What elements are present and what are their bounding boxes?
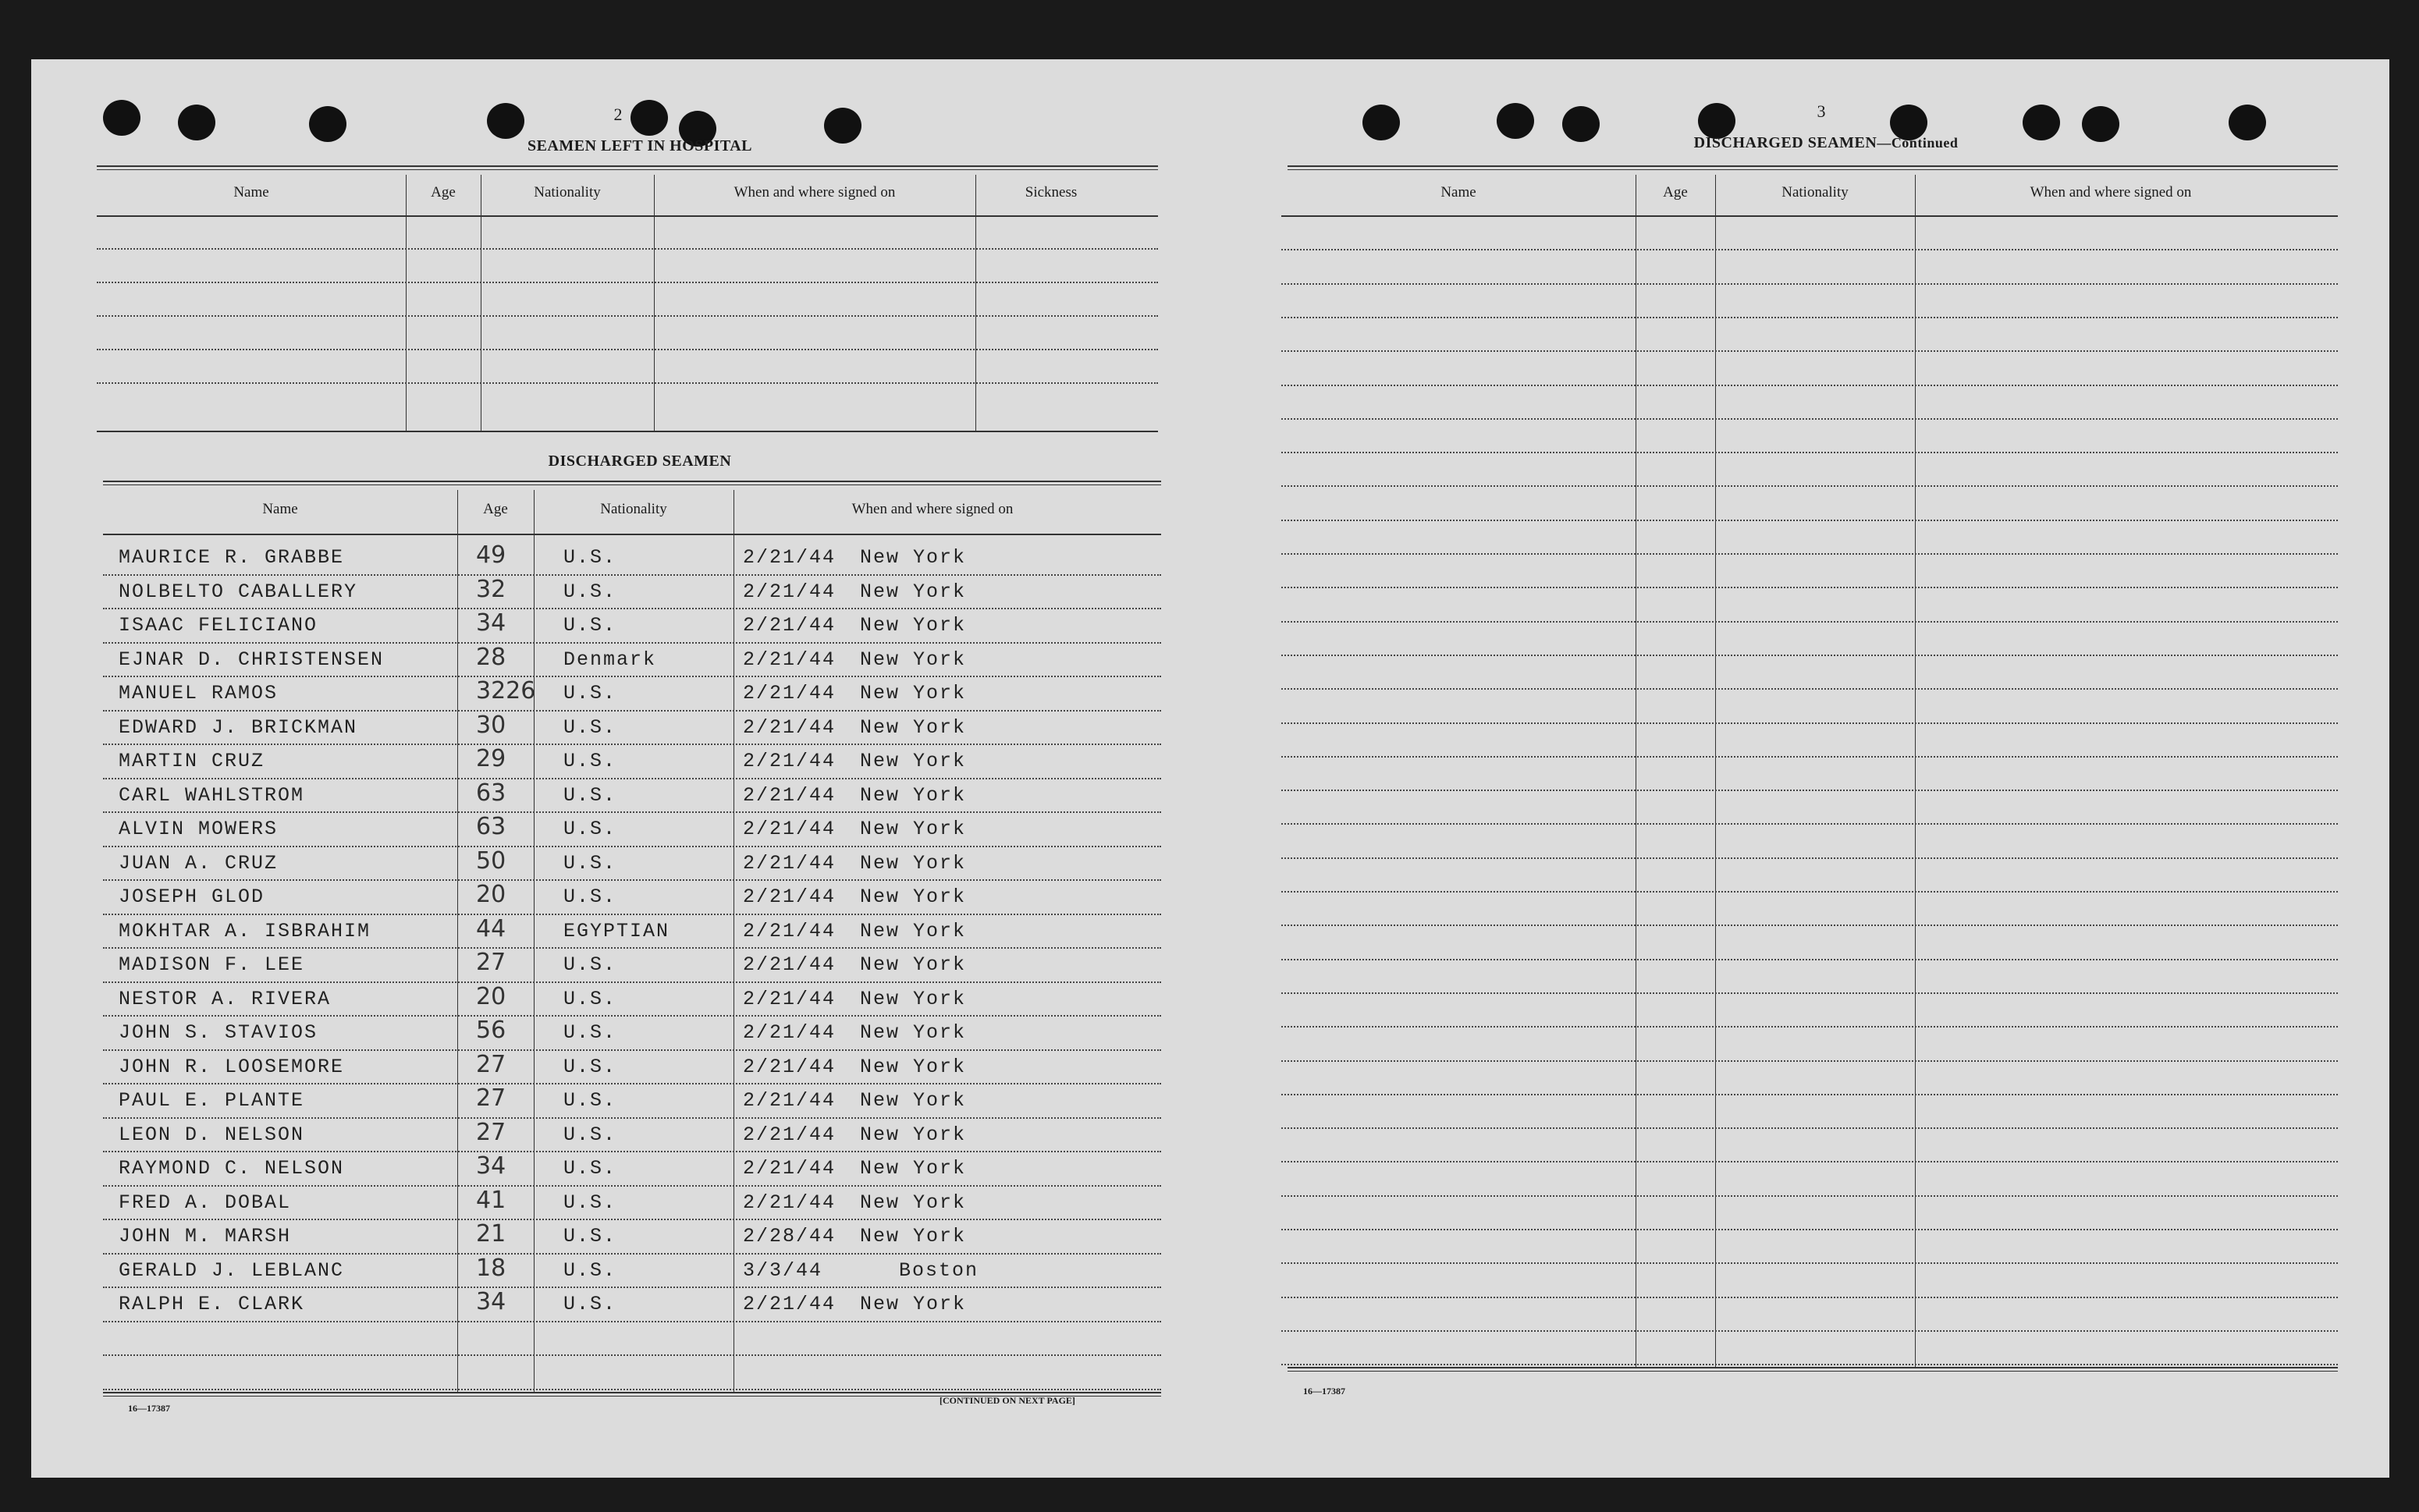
right-col-header: Age	[1663, 184, 1688, 201]
form-number-right: 16—17387	[1303, 1386, 1345, 1397]
right-row-line	[1281, 1330, 2338, 1332]
discharged-row-line	[103, 846, 1161, 847]
hospital-row-line	[97, 282, 1158, 283]
right-row-line	[1281, 1026, 2338, 1028]
discharged-col-divider	[534, 490, 535, 1392]
hospital-col-header: Sickness	[1025, 184, 1078, 201]
seaman-name: MARTIN CRUZ	[119, 750, 265, 772]
hospital-bottom-rule	[97, 431, 1158, 432]
seaman-nationality: U.S.	[563, 1157, 617, 1180]
seaman-age: 32	[476, 575, 506, 603]
seaman-name: NOLBELTO CABALLERY	[119, 580, 358, 603]
discharged-row-line	[103, 642, 1161, 644]
discharged-row-line	[103, 1083, 1161, 1084]
discharged-top-rule	[103, 481, 1161, 485]
right-row-line	[1281, 485, 2338, 487]
continued-note: [CONTINUED ON NEXT PAGE]	[940, 1395, 1075, 1406]
seaman-nationality: U.S.	[563, 1191, 617, 1214]
signed-on-date: 2/21/44	[743, 953, 837, 976]
signed-on-place: New York	[860, 1021, 967, 1044]
right-col-divider	[1915, 175, 1916, 1367]
seaman-nationality: U.S.	[563, 1258, 617, 1282]
seaman-nationality: U.S.	[563, 614, 617, 637]
hospital-row-line	[97, 382, 1158, 384]
seaman-age: 63	[476, 813, 506, 840]
right-bottom-rule	[1288, 1367, 2338, 1372]
hospital-section-title: SEAMEN LEFT IN HOSPITAL	[527, 137, 753, 154]
right-row-line	[1281, 1127, 2338, 1129]
discharged-row-line	[103, 1185, 1161, 1187]
signed-on-date: 2/21/44	[743, 715, 837, 739]
discharged-row-line	[103, 1354, 1161, 1356]
discharged-col-header: Age	[483, 501, 508, 517]
right-row-line	[1281, 1195, 2338, 1197]
right-row-line	[1281, 1229, 2338, 1230]
signed-on-place: New York	[860, 682, 967, 705]
seaman-nationality: U.S.	[563, 546, 617, 569]
discharged-row-line	[103, 1287, 1161, 1288]
seaman-nationality: U.S.	[563, 1089, 617, 1112]
seaman-nationality: U.S.	[563, 1293, 617, 1315]
seaman-age: 44	[476, 914, 506, 942]
hospital-row-line	[97, 315, 1158, 317]
ledger-sheet	[31, 59, 2389, 1478]
seaman-nationality: U.S.	[563, 1123, 617, 1146]
right-row-line	[1281, 857, 2338, 859]
discharged-row-line	[103, 811, 1161, 813]
signed-on-place: New York	[860, 1191, 967, 1214]
right-row-line	[1281, 790, 2338, 791]
seaman-nationality: U.S.	[563, 851, 617, 875]
seaman-name: MANUEL RAMOS	[119, 682, 279, 705]
seaman-name: EDWARD J. BRICKMAN	[119, 715, 358, 739]
seaman-age: 20	[476, 982, 506, 1010]
signed-on-place: New York	[860, 750, 967, 772]
discharged-row-line	[103, 1015, 1161, 1017]
seaman-age: 56	[476, 1017, 506, 1044]
signed-on-place: New York	[860, 1089, 967, 1112]
continued-section-title	[1623, 134, 2029, 152]
right-row-line	[1281, 1297, 2338, 1298]
signed-on-place: Boston	[899, 1258, 979, 1282]
hospital-col-divider	[406, 175, 407, 431]
seaman-age: 63	[476, 779, 506, 807]
hospital-header-rule	[97, 215, 1158, 217]
signed-on-place: New York	[860, 1293, 967, 1315]
punch-hole	[2229, 105, 2266, 140]
discharged-row-line	[103, 676, 1161, 677]
seaman-name: JOSEPH GLOD	[119, 886, 265, 908]
right-row-line	[1281, 891, 2338, 893]
seaman-nationality: U.S.	[563, 987, 617, 1010]
hospital-col-header: Name	[233, 184, 269, 201]
signed-on-place: New York	[860, 715, 967, 739]
punch-hole	[1362, 105, 1400, 140]
signed-on-date: 2/21/44	[743, 1021, 837, 1044]
seaman-age: 30	[476, 711, 506, 739]
right-col-header: Nationality	[1781, 184, 1849, 201]
discharged-row-line	[103, 914, 1161, 915]
seaman-age: 21	[476, 1220, 506, 1248]
seaman-age: 50	[476, 847, 506, 875]
signed-on-date: 2/21/44	[743, 987, 837, 1010]
discharged-row-line	[103, 574, 1161, 576]
signed-on-date: 2/21/44	[743, 818, 837, 840]
continued-title-suffix: —Continued	[1877, 135, 1959, 151]
punch-hole	[824, 108, 861, 144]
discharged-col-header: Name	[262, 501, 298, 517]
right-row-line	[1281, 317, 2338, 318]
signed-on-date: 2/21/44	[743, 682, 837, 705]
right-row-line	[1281, 722, 2338, 724]
signed-on-place: New York	[860, 580, 967, 603]
hospital-row-line	[97, 349, 1158, 350]
seaman-age: 27	[476, 1084, 506, 1112]
seaman-name: CARL WAHLSTROM	[119, 783, 305, 807]
seaman-nationality: U.S.	[563, 682, 617, 705]
right-row-line	[1281, 418, 2338, 420]
form-number-left: 16—17387	[128, 1403, 170, 1414]
discharged-row-line	[103, 744, 1161, 745]
hospital-row-line	[97, 248, 1158, 250]
seaman-age: 41	[476, 1186, 506, 1214]
hospital-col-divider	[654, 175, 655, 431]
page-number-left: 2	[613, 105, 623, 124]
signed-on-place: New York	[860, 1055, 967, 1078]
seaman-age: 27	[476, 1118, 506, 1146]
right-row-line	[1281, 959, 2338, 960]
seaman-nationality: U.S.	[563, 1021, 617, 1044]
seaman-name: MADISON F. LEE	[119, 953, 305, 976]
right-row-line	[1281, 553, 2338, 555]
seaman-name: LEON D. NELSON	[119, 1123, 305, 1146]
seaman-nationality: U.S.	[563, 715, 617, 739]
discharged-row-line	[103, 947, 1161, 949]
signed-on-date: 2/21/44	[743, 580, 837, 603]
signed-on-date: 2/21/44	[743, 1089, 837, 1112]
signed-on-date: 2/21/44	[743, 614, 837, 637]
discharged-row-line	[103, 778, 1161, 779]
signed-on-place: New York	[860, 1123, 967, 1146]
right-row-line	[1281, 655, 2338, 656]
seaman-name: PAUL E. PLANTE	[119, 1089, 305, 1112]
hospital-col-header: Nationality	[534, 184, 601, 201]
discharged-row-line	[103, 879, 1161, 881]
seaman-nationality: U.S.	[563, 1055, 617, 1078]
right-row-line	[1281, 249, 2338, 250]
seaman-name: MAURICE R. GRABBE	[119, 546, 345, 569]
signed-on-date: 2/21/44	[743, 919, 837, 942]
seaman-name: ALVIN MOWERS	[119, 818, 279, 840]
seaman-name: JOHN R. LOOSEMORE	[119, 1055, 345, 1078]
seaman-nationality: U.S.	[563, 886, 617, 908]
discharged-row-line	[103, 1321, 1161, 1322]
seaman-name: JUAN A. CRUZ	[119, 851, 279, 875]
signed-on-date: 2/21/44	[743, 1293, 837, 1315]
right-row-line	[1281, 925, 2338, 926]
discharged-row-line	[103, 981, 1161, 983]
seaman-age: 49	[476, 541, 506, 569]
right-row-line	[1281, 587, 2338, 588]
seaman-name: RALPH E. CLARK	[119, 1293, 305, 1315]
seaman-nationality: U.S.	[563, 953, 617, 976]
seaman-age: 34	[476, 1288, 506, 1315]
discharged-col-header: When and where signed on	[851, 501, 1014, 517]
right-row-line	[1281, 1060, 2338, 1062]
seaman-nationality: U.S.	[563, 818, 617, 840]
discharged-row-line	[103, 1253, 1161, 1255]
signed-on-date: 2/21/44	[743, 1157, 837, 1180]
signed-on-date: 2/21/44	[743, 1123, 837, 1146]
punch-hole	[487, 103, 524, 139]
discharged-row-line	[103, 1117, 1161, 1119]
seaman-name: JOHN S. STAVIOS	[119, 1021, 318, 1044]
signed-on-date: 2/21/44	[743, 783, 837, 807]
seaman-nationality: U.S.	[563, 783, 617, 807]
signed-on-place: New York	[860, 987, 967, 1010]
discharged-col-header: Nationality	[600, 501, 667, 517]
punch-hole	[1497, 103, 1534, 139]
signed-on-place: New York	[860, 648, 967, 671]
seaman-age: 34	[476, 1152, 506, 1180]
signed-on-place: New York	[860, 614, 967, 637]
punch-hole	[1562, 106, 1600, 142]
signed-on-date: 2/28/44	[743, 1225, 837, 1248]
seaman-age: 29	[476, 745, 506, 772]
punch-hole	[2082, 106, 2119, 142]
discharged-row-line	[103, 608, 1161, 609]
signed-on-date: 2/21/44	[743, 648, 837, 671]
discharged-row-line	[103, 1049, 1161, 1051]
hospital-col-header: Age	[431, 184, 456, 201]
signed-on-date: 3/3/44	[743, 1258, 823, 1282]
seaman-age: 18	[476, 1254, 506, 1282]
right-header-rule	[1281, 215, 2338, 217]
seaman-nationality: Denmark	[563, 648, 657, 671]
signed-on-place: New York	[860, 783, 967, 807]
signed-on-date: 2/21/44	[743, 1055, 837, 1078]
right-row-line	[1281, 756, 2338, 758]
seaman-nationality: EGYPTIAN	[563, 919, 670, 942]
seaman-nationality: U.S.	[563, 580, 617, 603]
seaman-name: GERALD J. LEBLANC	[119, 1258, 345, 1282]
seaman-name: ISAAC FELICIANO	[119, 614, 318, 637]
page-number-right: 3	[1817, 101, 1826, 121]
signed-on-place: New York	[860, 851, 967, 875]
punch-hole	[178, 105, 215, 140]
signed-on-place: New York	[860, 1225, 967, 1248]
hospital-col-divider	[975, 175, 976, 431]
right-row-line	[1281, 1262, 2338, 1264]
seaman-name: MOKHTAR A. ISBRAHIM	[119, 919, 371, 942]
seaman-age: 34	[476, 609, 506, 637]
right-col-header: When and where signed on	[2030, 184, 2192, 201]
discharged-col-divider	[457, 490, 458, 1392]
right-row-line	[1281, 385, 2338, 386]
seaman-nationality: U.S.	[563, 1225, 617, 1248]
discharged-section-title: DISCHARGED SEAMEN	[548, 453, 732, 470]
discharged-row-line	[103, 1389, 1161, 1390]
signed-on-place: New York	[860, 1157, 967, 1180]
signed-on-place: New York	[860, 886, 967, 908]
right-row-line	[1281, 621, 2338, 623]
seaman-age: 20	[476, 881, 506, 908]
signed-on-place: New York	[860, 818, 967, 840]
right-row-line	[1281, 823, 2338, 825]
signed-on-date: 2/21/44	[743, 1191, 837, 1214]
right-col-divider	[1715, 175, 1716, 1367]
signed-on-date: 2/21/44	[743, 886, 837, 908]
punch-hole	[309, 106, 346, 142]
right-row-line	[1281, 520, 2338, 521]
punch-hole	[103, 100, 140, 136]
signed-on-date: 2/21/44	[743, 750, 837, 772]
right-row-line	[1281, 1094, 2338, 1095]
signed-on-place: New York	[860, 919, 967, 942]
right-row-line	[1281, 992, 2338, 994]
signed-on-date: 2/21/44	[743, 546, 837, 569]
right-row-line	[1281, 688, 2338, 690]
discharged-row-line	[103, 710, 1161, 712]
discharged-row-line	[103, 1151, 1161, 1152]
seaman-age: 27	[476, 1050, 506, 1078]
right-row-line	[1281, 283, 2338, 285]
hospital-top-rule	[97, 165, 1158, 170]
signed-on-place: New York	[860, 546, 967, 569]
hospital-col-header: When and where signed on	[734, 184, 896, 201]
seaman-name: RAYMOND C. NELSON	[119, 1157, 345, 1180]
right-row-line	[1281, 452, 2338, 453]
right-col-header: Name	[1440, 184, 1476, 201]
signed-on-place: New York	[860, 953, 967, 976]
seaman-name: NESTOR A. RIVERA	[119, 987, 332, 1010]
seaman-age: 3226	[476, 677, 536, 705]
seaman-name: JOHN M. MARSH	[119, 1225, 292, 1248]
seaman-age: 27	[476, 949, 506, 976]
right-row-line	[1281, 1161, 2338, 1162]
signed-on-date: 2/21/44	[743, 851, 837, 875]
right-row-line	[1281, 350, 2338, 352]
seaman-age: 28	[476, 643, 506, 671]
discharged-row-line	[103, 1219, 1161, 1220]
seaman-name: FRED A. DOBAL	[119, 1191, 292, 1214]
seaman-nationality: U.S.	[563, 750, 617, 772]
continued-title-main: DISCHARGED SEAMEN	[1693, 134, 1877, 151]
right-row-line	[1281, 1364, 2338, 1365]
seaman-name: EJNAR D. CHRISTENSEN	[119, 648, 385, 671]
right-top-rule	[1288, 165, 2338, 170]
discharged-header-rule	[103, 534, 1161, 535]
